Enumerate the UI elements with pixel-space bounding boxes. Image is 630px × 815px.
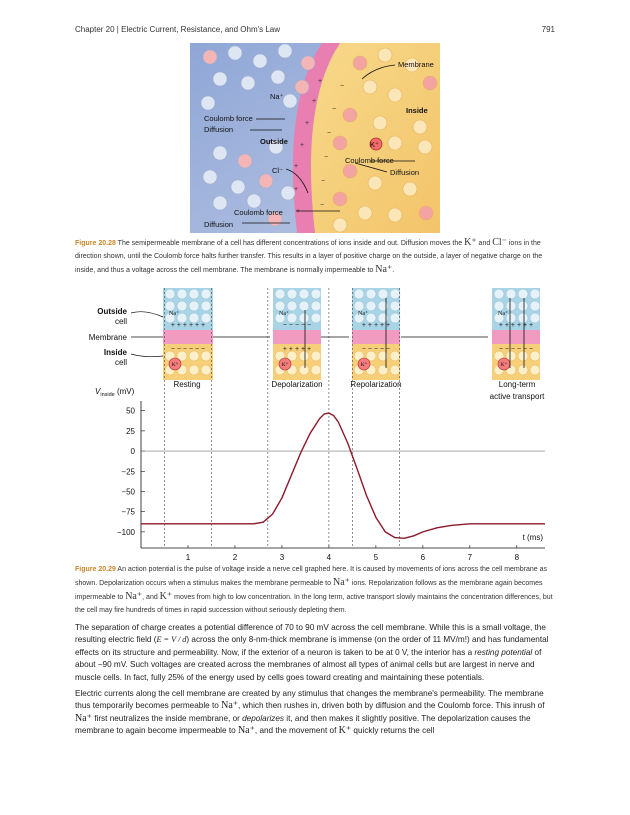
phase-label-repolarization: Repolarization: [350, 380, 402, 389]
coulomb-force-label: Coulomb force: [234, 208, 283, 217]
charge-row: + + + + + +: [498, 322, 534, 329]
ion-circle: [518, 365, 528, 375]
action-potential-figure: [75, 284, 555, 564]
ion-circle: [378, 301, 388, 311]
y-tick-label: −50: [121, 487, 135, 497]
minus-charge: −: [320, 202, 325, 209]
depolarization-cell-panel: [273, 288, 321, 380]
ion-symbol: Na⁺: [237, 725, 255, 737]
plus-charge: +: [305, 120, 310, 127]
caption-text: and: [476, 240, 493, 247]
phase-label-resting: Resting: [173, 380, 201, 389]
ion-circle: [506, 301, 516, 311]
outside-cell-sublabel: cell: [114, 317, 127, 326]
text-run: , and the movement of: [254, 726, 339, 736]
x-tick-label: 6: [420, 553, 426, 562]
text-run: first neutralizes the inside membrane, or: [91, 713, 243, 723]
charge-row: − − − − − −: [498, 346, 534, 353]
ion-circle: [333, 192, 347, 206]
x-tick-label: 1: [185, 553, 191, 562]
ion-circle: [275, 301, 285, 311]
ion-circle: [343, 164, 357, 178]
x-tick-label: 5: [373, 553, 379, 562]
ion-circle: [388, 88, 402, 102]
membrane-label: Membrane: [88, 333, 127, 342]
phase-label-depolarization: Depolarization: [271, 380, 323, 389]
minus-charge: −: [321, 178, 326, 185]
long-term-cell-panel: [492, 288, 540, 380]
ion-circle: [165, 301, 175, 311]
diffusion-label: Diffusion: [204, 125, 234, 134]
inside-pointer: [131, 354, 163, 357]
charge-row: − − − − −: [282, 322, 312, 329]
x-tick-label: 4: [326, 553, 332, 562]
minus-charge: −: [332, 106, 337, 113]
ion-circle: [287, 301, 297, 311]
running-header: Chapter 20 | Electric Current, Resistance, and Ohm's Law: [75, 25, 281, 34]
x-tick-label: 2: [232, 553, 238, 562]
text-run: , which then rushes in, driven both by diffusion and the Coulomb force. This inrush of: [238, 701, 545, 711]
ion-circle: [189, 289, 199, 299]
body-text: [75, 622, 555, 742]
na-ion-label: Na⁺: [358, 311, 369, 317]
ion-circle: [388, 136, 402, 150]
plus-charge: +: [294, 186, 299, 193]
ion-symbol: Na⁺: [125, 591, 143, 602]
na-ion-label: Na⁺: [279, 311, 290, 317]
ion-circle: [378, 365, 388, 375]
ion-circle: [259, 174, 273, 188]
ion-circle: [203, 50, 217, 64]
plus-charge: +: [312, 98, 317, 105]
figure-caption-20-29: [75, 563, 555, 617]
ion-circle: [213, 72, 227, 86]
emphasis: depolarizes: [242, 713, 284, 723]
diffusion-label: Diffusion: [204, 220, 234, 229]
paragraph: [75, 622, 555, 684]
ion-circle: [530, 301, 540, 311]
caption-text: moves from high to low concentration. In the long term, active transport slowly maintains the concentration differences, but the cell may fire hundreds of times in rapid succession without seriously depleting them.: [75, 594, 553, 614]
ion-symbol: Na⁺: [75, 712, 92, 724]
ion-circle: [201, 301, 211, 311]
charge-row: + + + + +: [361, 322, 391, 329]
caption-text: ions. Repolarization follows as the membrane again becomes impermeable to: [75, 580, 543, 601]
figure-caption-20-28: [75, 236, 555, 277]
caption-text: The semipermeable membrane of a cell has different concentrations of ions inside and out. Diffusion moves the: [115, 240, 465, 247]
k-ion-label: K⁺: [360, 362, 368, 368]
outside-pointer: [131, 312, 163, 317]
ion-circle: [333, 136, 347, 150]
text-run: quickly returns the cell: [351, 726, 435, 736]
charge-row: − − − − − −: [170, 346, 206, 353]
ion-circle: [281, 186, 295, 200]
y-tick-label: 50: [126, 406, 135, 416]
text-run: ) across the only 8-nm-thick membrane is immense (on the order of 11 MV/m!) and has fundamental effects on its structure and permeability. Now, if the exterior of a neuron is taken to be at 0 V, the interior has a: [75, 635, 549, 657]
ion-circle: [203, 170, 217, 184]
resting-cell-panel: [163, 288, 213, 380]
repolarization-cell-panel: [352, 288, 400, 380]
coulomb-force-label: Coulomb force: [345, 156, 394, 165]
ion-circle: [301, 56, 315, 70]
ion-circle: [299, 365, 309, 375]
x-tick-label: 3: [279, 553, 285, 562]
emphasis: resting potential: [474, 647, 533, 657]
k-ion-label: K⁺: [370, 140, 379, 149]
ion-circle: [311, 313, 321, 323]
ion-circle: [354, 301, 364, 311]
x-tick-label: 8: [514, 553, 520, 562]
inside-cell-label: Inside: [103, 348, 127, 357]
ion-circle: [403, 182, 417, 196]
text-run: Electric currents along the cell membrane are created by any stimulus that changes the membrane's permeability. The membrane thus temporarily becomes permeable to: [75, 689, 544, 711]
ion-circle: [201, 365, 211, 375]
na-ion-label: Na⁺: [169, 311, 180, 317]
cl-ion-label: Cl⁻: [272, 166, 284, 175]
ion-circle: [201, 96, 215, 110]
ion-circle: [311, 289, 321, 299]
ion-circle: [299, 301, 309, 311]
ion-circle: [278, 44, 292, 58]
formula: E = V / d: [156, 635, 187, 645]
ion-circle: [343, 108, 357, 122]
ion-circle: [311, 365, 321, 375]
ion-circle: [295, 80, 309, 94]
ion-circle: [358, 206, 372, 220]
ion-circle: [165, 289, 175, 299]
plus-charge: +: [300, 142, 305, 149]
ion-circle: [368, 176, 382, 190]
ion-symbol: K⁺: [159, 591, 173, 602]
ion-circle: [287, 289, 297, 299]
phase-label-long-term: Long-term: [498, 380, 536, 389]
ion-circle: [518, 301, 528, 311]
ion-circle: [353, 56, 367, 70]
ion-circle: [189, 365, 199, 375]
ion-circle: [247, 194, 261, 208]
ion-symbol: K⁺: [464, 237, 477, 248]
ion-circle: [388, 208, 402, 222]
ion-circle: [363, 80, 377, 94]
outside-label: Outside: [260, 137, 288, 146]
minus-charge: −: [340, 83, 345, 90]
ion-circle: [213, 196, 227, 210]
y-tick-label: −25: [121, 467, 135, 477]
ion-circle: [311, 301, 321, 311]
caption-text: .: [392, 267, 395, 274]
ion-circle: [241, 76, 255, 90]
ion-circle: [378, 48, 392, 62]
coulomb-force-label: Coulomb force: [204, 114, 253, 123]
figure-label: Figure 20.28: [75, 240, 116, 247]
ion-circle: [518, 289, 528, 299]
ion-circle: [299, 289, 309, 299]
ion-circle: [238, 154, 252, 168]
plus-charge: +: [296, 208, 301, 215]
ion-circle: [231, 180, 245, 194]
ion-circle: [390, 289, 400, 299]
minus-charge: −: [327, 130, 332, 137]
ion-circle: [378, 289, 388, 299]
text-run: of about −90 mV. Such voltages are created across the membranes of almost all types of animal cells but are largest in nerve and muscle cells. In fact, fully 25% of the energy used by cells goes toward creating and maintaining these potentials.: [75, 647, 542, 682]
x-axis-label: t (ms): [522, 533, 543, 542]
k-ion-label: K⁺: [500, 362, 508, 368]
ion-symbol: Na⁺: [221, 700, 239, 712]
membrane-label: Membrane: [398, 60, 434, 69]
inside-cell-sublabel: cell: [114, 358, 127, 367]
ion-symbol: Na⁺: [332, 577, 350, 588]
caption-text: , and: [142, 594, 160, 601]
ion-symbol: K⁺: [338, 725, 352, 737]
ion-circle: [418, 140, 432, 154]
outside-cell-label: Outside: [97, 307, 127, 316]
ion-circle: [390, 313, 400, 323]
ion-circle: [283, 94, 297, 108]
membrane-figure: [190, 43, 440, 233]
plus-charge: +: [294, 163, 299, 170]
x-tick-label: 7: [467, 553, 473, 562]
k-ion-label: K⁺: [281, 362, 289, 368]
figure-label: Figure 20.29: [75, 566, 116, 573]
charge-row: + + + + + +: [170, 322, 206, 329]
na-ion-label: Na⁺: [270, 92, 284, 101]
ion-circle: [333, 218, 347, 232]
ion-circle: [373, 116, 387, 130]
text-run: The separation of charge creates a potential difference of 70 to 90 mV across the cell membrane. While this is a small voltage, the resulting electric field (: [75, 623, 546, 645]
paragraph: [75, 688, 555, 738]
ion-circle: [311, 351, 321, 361]
caption-text: An action potential is the pulse of voltage inside a nerve cell graphed here. It is caused by movements of ions across the cell membrane as shown. Depolarization occurs when a stimulus makes the membrane permeable to: [75, 566, 547, 587]
ion-circle: [530, 289, 540, 299]
inside-label: Inside: [406, 106, 428, 115]
ion-circle: [494, 289, 504, 299]
ion-circle: [390, 301, 400, 311]
ion-symbol: Cl⁻: [492, 237, 507, 248]
diffusion-label: Diffusion: [390, 168, 420, 177]
ion-circle: [201, 289, 211, 299]
page-number: 791: [541, 25, 555, 34]
ion-circle: [419, 206, 433, 220]
ion-circle: [177, 301, 187, 311]
ion-circle: [189, 301, 199, 311]
y-tick-label: −100: [116, 527, 135, 537]
series-line-action-potential: [141, 413, 545, 538]
y-tick-label: 0: [130, 447, 135, 457]
k-ion-label: K⁺: [171, 362, 179, 368]
ion-circle: [354, 289, 364, 299]
ion-circle: [506, 289, 516, 299]
ion-circle: [366, 289, 376, 299]
y-axis-label: $V_{inside}$ (mV): [95, 387, 135, 398]
ion-circle: [213, 146, 227, 160]
ion-circle: [177, 289, 187, 299]
y-tick-label: −75: [121, 507, 135, 517]
minus-charge: −: [324, 154, 329, 161]
text-run: it, and then makes it slightly positive. The depolarization causes the membrane to again become impermeable to: [75, 713, 531, 736]
ion-circle: [530, 365, 540, 375]
ion-circle: [228, 46, 242, 60]
caption-text: ions in the direction shown, until the Coulomb force halts further transfer. This results in a layer of positive charge on the outside, a layer of negative charge on the inside, and thus a voltage across the cell membrane. The membrane is normally impermeable to: [75, 240, 543, 274]
ion-symbol: Na⁺: [375, 264, 393, 275]
ion-circle: [366, 301, 376, 311]
ion-circle: [494, 301, 504, 311]
ion-circle: [390, 351, 400, 361]
phase-label-active-transport: active transport: [489, 392, 545, 401]
ion-circle: [413, 120, 427, 134]
charge-row: − − − − −: [361, 346, 391, 353]
ion-circle: [253, 54, 267, 68]
na-ion-label: Na⁺: [498, 311, 509, 317]
y-tick-label: 25: [126, 426, 135, 436]
ion-circle: [423, 76, 437, 90]
ion-circle: [390, 365, 400, 375]
ion-circle: [275, 289, 285, 299]
ion-circle: [271, 70, 285, 84]
charge-row: + + + + +: [282, 346, 312, 353]
plus-charge: +: [318, 78, 323, 85]
